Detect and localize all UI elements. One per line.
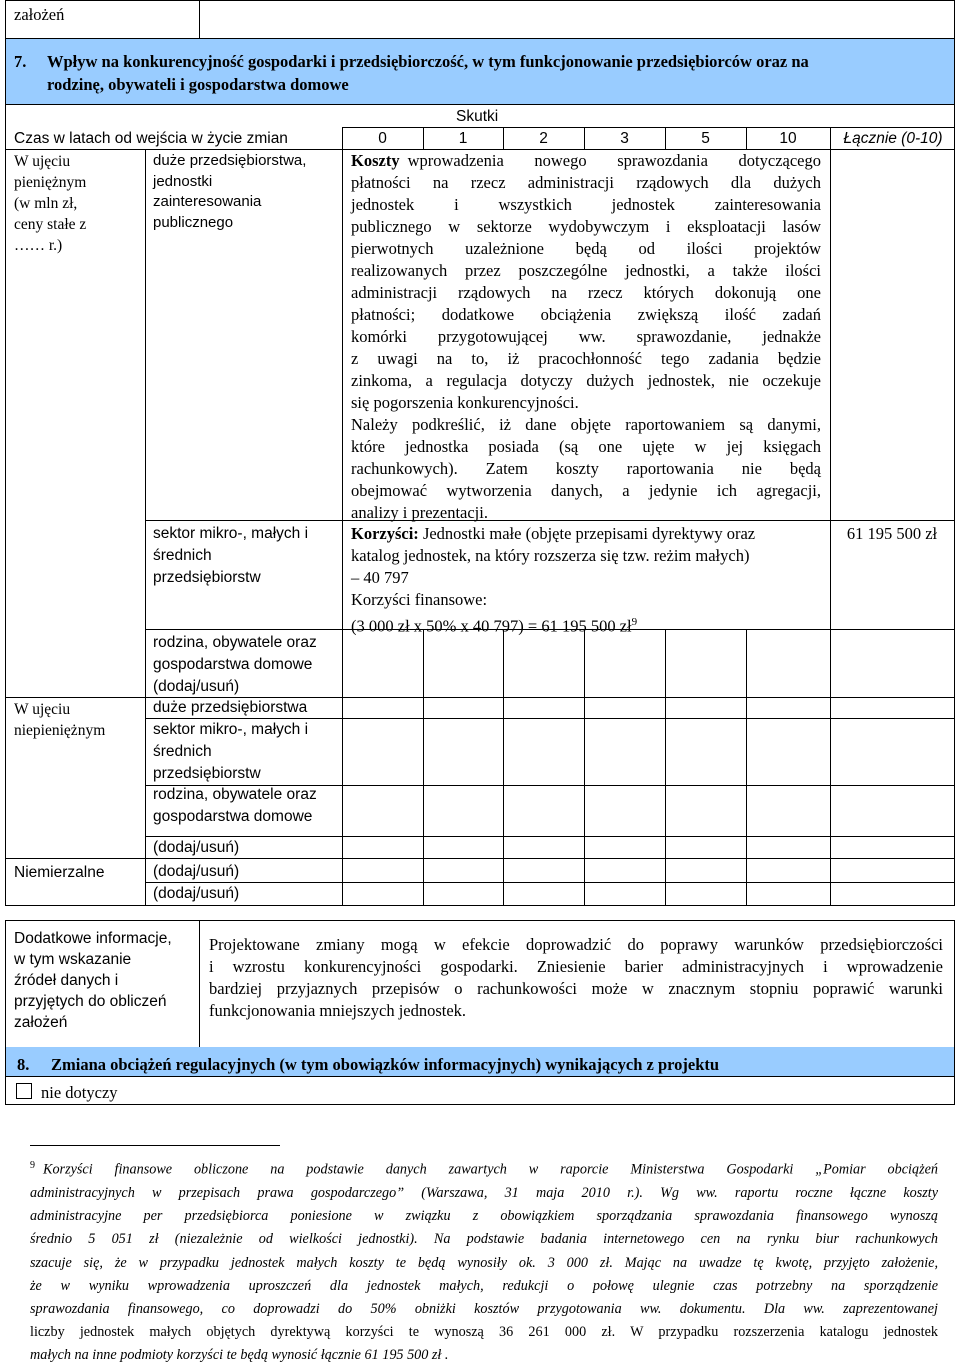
year-0: 0 [378, 130, 387, 147]
family-label: rodzina, obywatele oraz gospodarstwa domowe (dodaj/usuń) [153, 632, 339, 698]
section8-number: 8. [17, 1055, 30, 1074]
year-1: 1 [458, 130, 468, 147]
costs-lead: Koszty [351, 151, 400, 170]
total-label: Łącznie (0-10) [843, 130, 943, 147]
section8-title: Zmiana obciążeń regulacyjnych (w tym obowiązków informacyjnych) wynikających z projektu [51, 1055, 720, 1074]
top-row-label: założeń [14, 5, 65, 24]
section7-title-line1: Wpływ na konkurencyjność gospodarki i przedsiębiorczość, w tym funkcjonowanie przedsiębiorców oraz na [47, 52, 809, 71]
section7-title-line2: rodzinę, obywateli i gospodarstwa domowe [47, 75, 349, 94]
benefits-lead: Korzyści: [351, 524, 419, 543]
footnote-ref: 9 [631, 616, 638, 628]
additional-info-label: Dodatkowe informacje, w tym wskazanie źródeł danych i przyjętych do obliczeń założeń [14, 930, 172, 1031]
sme-label: sektor mikro-, małych i średnich przedsiębiorstw [153, 525, 309, 586]
add-remove-link[interactable]: (dodaj/usuń) [153, 678, 240, 695]
footnote: $^9$ Korzyści finansowe obliczone na podstawie danych zawartych w raporcie Ministerstwa Gospodarki „Pomiar obciążeń administracyjnych w przepisach prawa gospodarczego” (Warszawa, 31 maja 2010 r.). Wg ww. raportu roczne łączne koszty administracyjne per przedsiębiorca poniesione w związku z obowiązkiem sporządzania sprawozdania finansowego wynoszą średnio 5 051 zł (niezależnie od wielkości jednostki). Na podstawie badania internetowego cen na rynku biur rachunkowych szacuje się, że w przypadku jednostek małych koszty te będą wynosiły ok. 3 000 zł. Mając na uwadze tę kwotę, przyjęto założenie, że w wyniku wprowadzenia uproszczeń dla jednostek małych, redukcji o połowę ulegnie czas potrzebny na sporządzenie sprawozdania finansowego, co doprowadzi do 50% obniżki kosztów przygotowania ww. dokumentu. Dla ww. zaprezentowanej liczby jednostek małych objętych dyrektywą korzyści te wynoszą 36 261 000 zł. W przypadku rozszerzenia katalogu jednostek małych na inne podmioty korzyści te będą wynosić łącznie 61 195 500 zł . [30, 1160, 938, 1364]
additional-info-text: Projektowane zmiany mogą w efekcie doprowadzić do poprawy warunków przedsiębiorczości i wzrostu konkurencyjności gospodarki. Zniesienie barier administracyjnych i wprowadzenie bardziej przyjaznych przepisów o rachunkowości może w znacznym stopniu poprawić warunki funkcjonowania mniejszych jednostek. [209, 935, 943, 1020]
non-monetary-add-remove[interactable]: (dodaj/usuń) [153, 839, 240, 856]
non-monetary-label: W ujęciu niepieniężnym [14, 701, 106, 739]
unmeasurable-add-remove-1[interactable]: (dodaj/usuń) [153, 863, 240, 880]
section7-number: 7. [14, 52, 27, 71]
non-monetary-sme: sektor mikro-, małych i średnich przedsiębiorstw [153, 721, 309, 782]
unmeasurable-add-remove-2[interactable]: (dodaj/usuń) [153, 885, 240, 902]
sme-text: Korzyści: Jednostki małe (objęte przepisami dyrektywy oraz katalog jednostek, na który rozszerza się tzw. reżim małych) – 40 797 Korzyści finansowe: (3 000 zł x 50% x 40 797) = 61 195 500 $zł^9$ [351, 524, 756, 636]
not-applicable-label: nie dotyczy [41, 1083, 118, 1102]
year-10: 10 [779, 130, 797, 147]
non-monetary-large: duże przedsiębiorstwa [153, 699, 308, 716]
monetary-label: W ujęciu pieniężnym (w mln zł, ceny stałe z …… r.) [14, 153, 87, 254]
year-2: 2 [539, 130, 548, 147]
unmeasurable-label: Niemierzalne [14, 864, 105, 881]
non-monetary-family: rodzina, obywatele oraz gospodarstwa domowe [153, 786, 317, 825]
year-3: 3 [620, 130, 629, 147]
footnote-number: 9 [30, 1160, 35, 1171]
sme-total: 61 195 500 zł [846, 524, 938, 543]
time-label: Czas w latach od wejścia w życie zmian [14, 130, 288, 147]
not-applicable-checkbox[interactable] [16, 1083, 32, 1099]
large-enterprises-label: duże przedsiębiorstwa, jednostki zainteresowania publicznego [153, 152, 307, 231]
year-5: 5 [701, 130, 710, 147]
skutki-header: Skutki [456, 108, 499, 125]
large-enterprises-text: Koszty wprowadzenia nowego sprawozdania dotyczącego płatności na rzecz administracji rządowych dla dużych jednostek i wszystkich jednostek zainteresowania publicznego w sektorze wydobywczym i eksploatacji lasów pierwotnych uzależnione będą od ilości projektów realizowanych przez poszczególne jednostki, a także ilości administracji rządowych na rzecz których dokonują one płatności; dodatkowe obciążenia zwiększą ilość zadań komórki przygotowującej ww. sprawozdanie, jednakże z uwagi na to, iż pracochłonność tego zadania będzie zinkoma, a regulacja dotyczy dużych jednostek, nie oczekuje się pogorszenia konkurencyjności. Należy podkreślić, iż dane objęte raportowaniem są danymi, które jednostka posiada (są one ujęte w jej księgach rachunkowych). Zatem koszty raportowania nie będą obejmować wytworzenia danych, a jedynie ich agregacji, analizy i prezentacji. [351, 151, 821, 522]
